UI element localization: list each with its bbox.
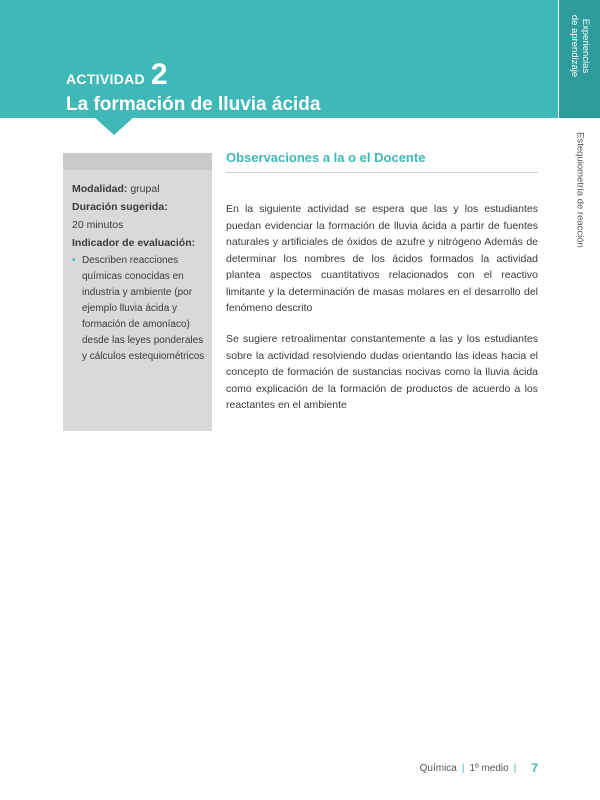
activity-heading [66,58,168,91]
side-tab-label [569,15,591,77]
modalidad-value: grupal [130,183,160,195]
activity-number: 2 [150,58,168,91]
activity-label: ACTIVIDAD [66,71,145,87]
section-divider [226,172,538,173]
indicador-label: Indicador de evaluación: [72,237,196,249]
footer-separator: | [513,762,517,774]
footer-separator: | [461,762,465,774]
footer-level: 1º medio [469,762,509,774]
indicador-text: Describen reacciones químicas conocidas en industria y ambiente (por ejemplo lluvia ácida y formación de amoníaco) desde las leyes ponderales y cálculos estequiométricos [82,255,205,362]
info-box-header-strip [63,153,212,170]
side-tab-line2: de aprendizaje [569,14,580,78]
paragraph-2: Se sugiere retroalimentar constantemente a las y los estudiantes sobre la actividad resolviendo dudas orientando las ideas hacia el concepto de formación de sustancias nocivas como la lluvia ácida como explicación de la formación de productos de acuerdo a los reactantes en el ambiente [226,333,538,411]
info-box-content [72,181,208,365]
page-number: 7 [531,761,538,775]
header-notch [94,117,134,135]
page-footer [420,761,538,775]
modalidad-row [72,181,208,197]
page-title: La formación de lluvia ácida [66,94,321,115]
duracion-value: 20 minutos [72,219,124,231]
indicador-bullet [72,253,208,365]
bullet-dot-icon: • [72,255,76,266]
footer-subject: Química [419,762,457,774]
activity-info-box [63,153,212,431]
side-section-label: Estequiometría de reacción [574,132,586,248]
modalidad-label: Modalidad: [72,183,128,195]
duracion-label: Duración sugerida: [72,201,168,213]
section-title: Observaciones a la o el Docente [226,150,426,165]
side-tab-line1: Experiencias [580,18,591,74]
paragraph-1: En la siguiente actividad se espera que las y los estudiantes puedan evidenciar la formación de lluvia ácida a partir de fuentes naturales y artificiales de óxidos de azufre y nitrógeno Además de determinar los nombres de los ácidos formados la actividad plantea aspectos cuantitativos relacionados con el reactivo limitante y la determinación de masas molares en el desarrollo del fenómeno descrito [226,203,538,314]
